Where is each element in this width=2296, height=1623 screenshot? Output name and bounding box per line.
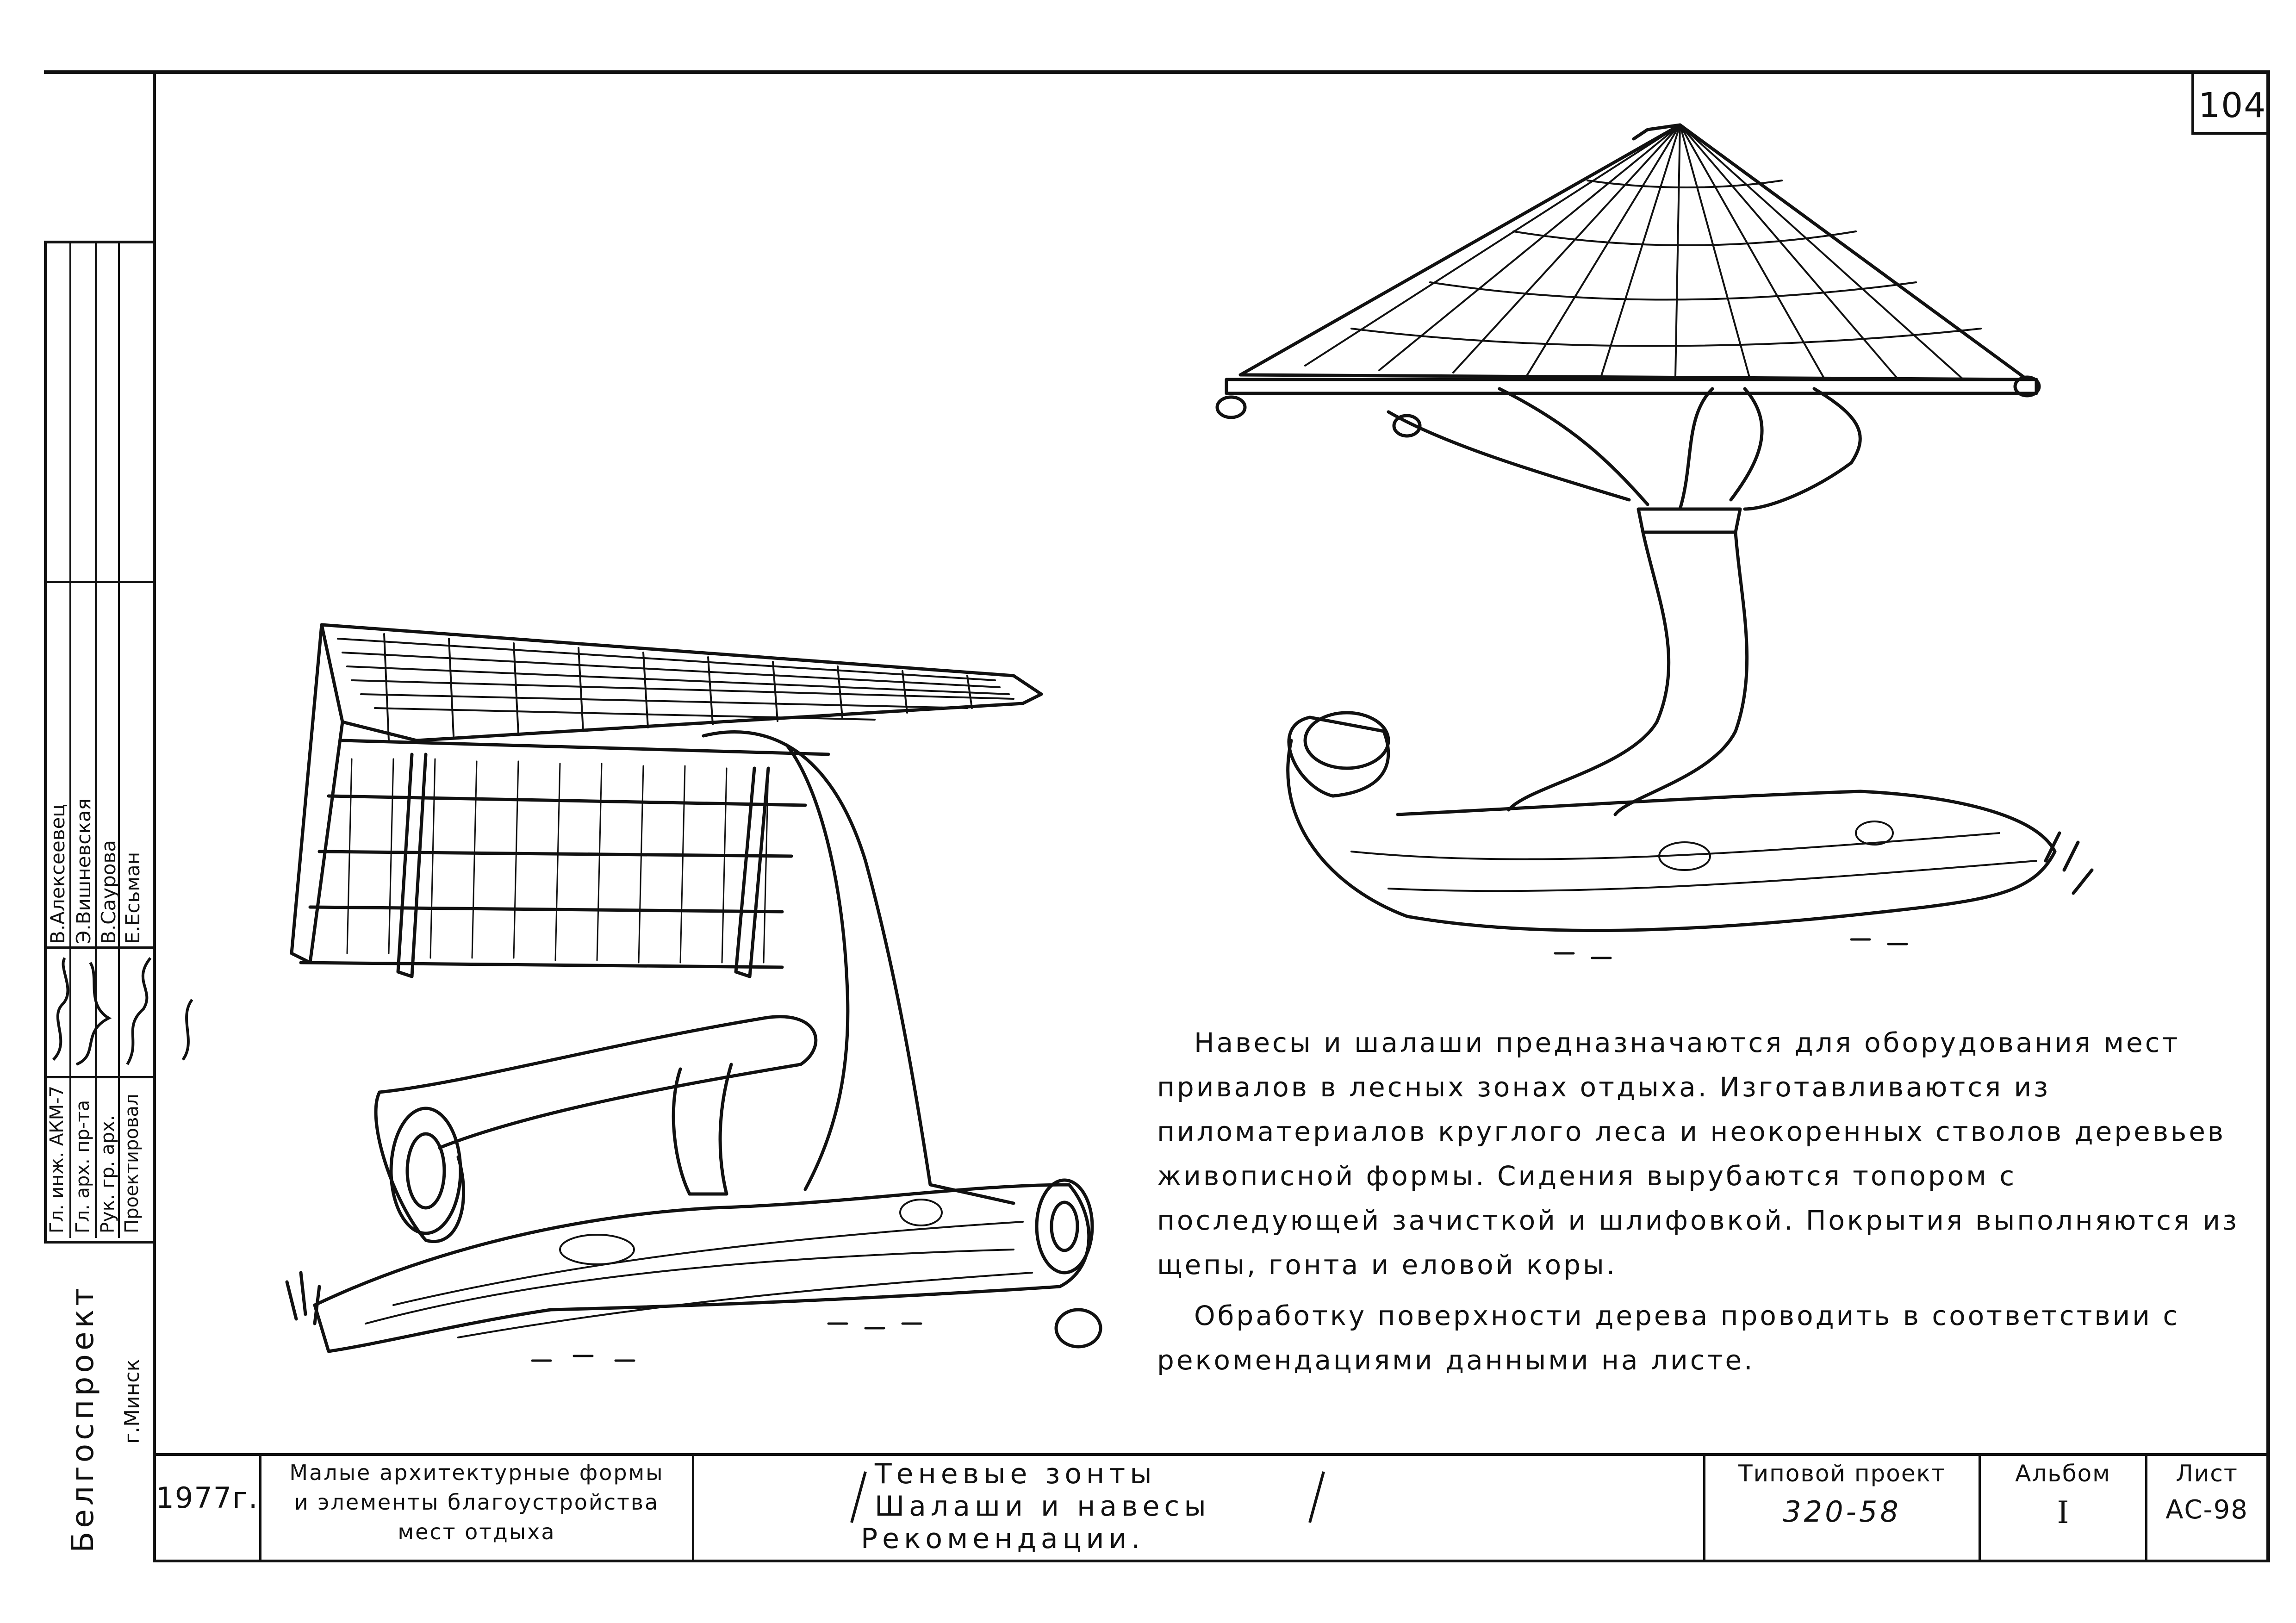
project-label: Типовой проект (1738, 1460, 1946, 1487)
series-title (261, 1458, 692, 1547)
signatures (44, 949, 155, 1076)
stamp-col-2 (95, 241, 97, 1238)
sheet-title-slashes (833, 1458, 1342, 1560)
stamp-col-3 (118, 241, 120, 1238)
description-paragraph-2: Обработку поверхности дерева проводить в соответствии с рекомендациями данными на листе. (1157, 1300, 2180, 1376)
sheet-label: Лист (2176, 1460, 2238, 1487)
sheet-value: АС-98 (2165, 1495, 2248, 1525)
album-label: Альбом (2015, 1460, 2111, 1487)
project-value: 320-58 (1783, 1495, 1901, 1529)
sheet-title-line-1: Теневые зонты (875, 1458, 1157, 1490)
series-title-line-1: Малые архитектурные формы (289, 1460, 664, 1485)
staff-role-4: Проектировал (121, 1094, 143, 1233)
right-border (2266, 70, 2270, 1562)
staff-name-3: В.Саурова (97, 840, 120, 944)
description-paragraph-1: Навесы и шалаши предназначаются для оборудования мест привалов в лесных зонах отдыха. Изготавливаются из пиломатериалов круглого леса и неокоренных стволов деревьев живописной формы. Сидения вырубаются топором с последующей зачисткой и шлифовкой. Покрытия выполняются из щепы, гонта и еловой коры. (1157, 1027, 2239, 1281)
stamp-divider-roles (44, 1076, 153, 1078)
year: 1977г. (156, 1481, 259, 1515)
title-div-2 (692, 1453, 694, 1562)
staff-name-4: Е.Есьман (121, 852, 144, 944)
staff-role-2: Гл. арх. пр-та (72, 1100, 93, 1233)
staff-name-1: В.Алексеевец (46, 804, 69, 944)
series-title-line-3: мест отдыха (398, 1519, 556, 1544)
page-number: 104 (2198, 86, 2267, 125)
stamp-col-1 (69, 241, 71, 1238)
sheet-title-line-3: Рекомендации. (861, 1523, 1145, 1555)
staff-name-2: Э.Вишневская (72, 798, 95, 944)
organization-city: г.Минск (120, 1359, 144, 1444)
series-title-line-2: и элементы благоустройства (294, 1490, 660, 1515)
organization-name: Белгоспроект (65, 1284, 100, 1553)
umbrella-drawing (1213, 111, 2129, 1000)
album-value: I (2057, 1495, 2069, 1530)
stamp-divider-names (44, 581, 153, 583)
staff-role-1: Гл. инж. АКМ-7 (46, 1085, 68, 1233)
description-block (1157, 1020, 2240, 1389)
staff-role-3: Рук. гр. арх. (97, 1115, 118, 1233)
title-block-top (153, 1453, 2270, 1456)
top-border (44, 70, 2270, 74)
bottom-border (153, 1560, 2270, 1562)
shelter-drawing (273, 602, 1152, 1361)
sheet-title-line-2: Шалаши и навесы (875, 1490, 1211, 1523)
